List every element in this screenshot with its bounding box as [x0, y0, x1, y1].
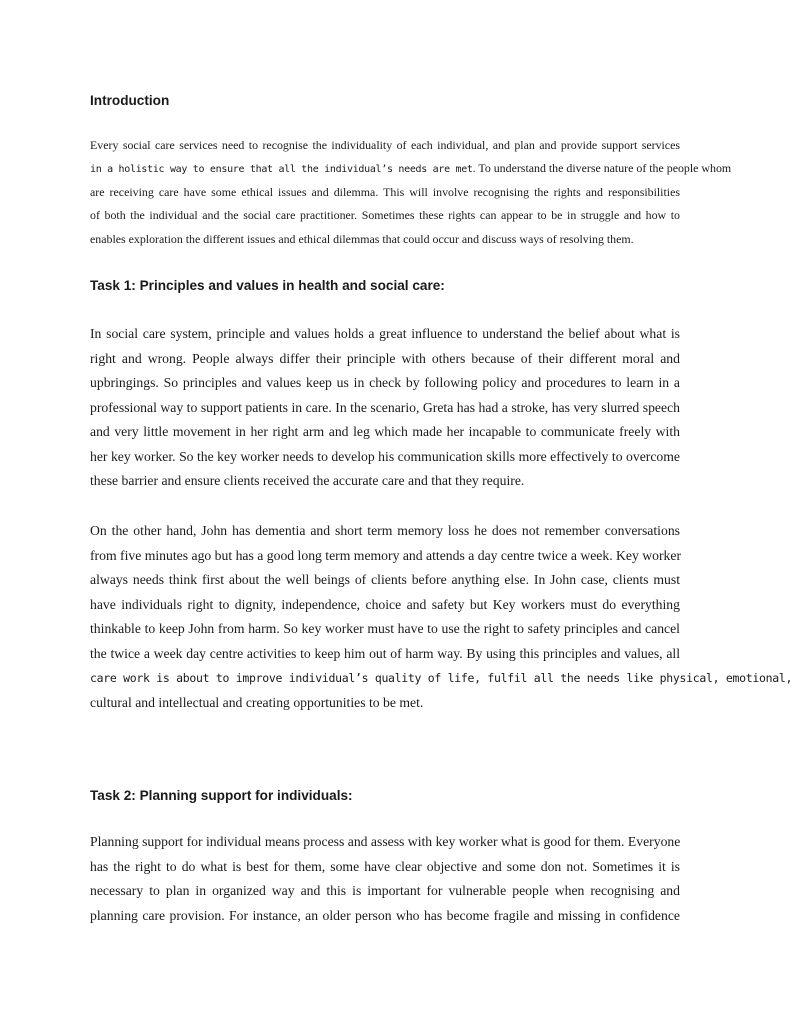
text-line: and very little movement in her right arm and leg which made her incapable to communicate freely with: [90, 424, 680, 439]
section-heading-task-2: Task 2: Planning support for individuals:: [90, 788, 353, 803]
text-line: are receiving care have some ethical issues and dilemma. This will involve recognising the rights and responsibilities: [90, 184, 680, 199]
text-line: these barrier and ensure clients received the accurate care and that they require.: [90, 473, 525, 488]
text-line: her key worker. So the key worker needs to develop his communication skills more effectively to overcome: [90, 448, 680, 464]
text-line: cultural and intellectual and creating opportunities to be met.: [90, 694, 424, 710]
text-line: have individuals right to dignity, independence, choice and safety but Key workers must do everything: [90, 596, 680, 612]
paragraph-introduction: [90, 134, 732, 251]
section-heading-task-1: Task 1: Principles and values in health and social care:: [90, 278, 445, 293]
text-line: enables exploration the different issues and ethical dilemmas that could occur and discuss ways of resolving them.: [90, 231, 634, 246]
text-line: has the right to do what is best for them, some have clear objective and some don not. Sometimes it is: [90, 858, 680, 874]
text-line: always needs think first about the well beings of clients before anything else. In John case, clients must: [90, 572, 680, 587]
text-line: right and wrong. People always differ their principle with others because of their different moral and: [90, 350, 680, 366]
text-line: [90, 666, 792, 691]
text-line: Every social care services need to recognise the individuality of each individual, and plan and provide support services: [90, 138, 680, 152]
text-line: upbringings. So principles and values keep us in check by following policy and procedures to learn in a: [90, 375, 680, 390]
text-line: On the other hand, John has dementia and short term memory loss he does not remember conversations: [90, 523, 680, 538]
text-run-alt-font: in a holistic way to ensure that all the individual’s needs are met: [90, 164, 473, 176]
paragraph-task-2: [90, 830, 680, 928]
section-heading-introduction: Introduction: [90, 93, 170, 108]
text-line: necessary to plan in organized way and this is important for vulnerable people when recognising and: [90, 883, 680, 898]
paragraph-task-1-a: [90, 322, 680, 494]
text-line: the twice a week day centre activities to keep him out of harm way. By using this principles and values, all: [90, 645, 680, 661]
text-line: thinkable to keep John from harm. So key worker must have to use the right to safety principles and cancel: [90, 621, 680, 636]
text-run: . To understand the diverse nature of the people whom: [472, 161, 732, 176]
text-line: from five minutes ago but has a good long term memory and attends a day centre twice a week. Key worker: [90, 547, 682, 563]
text-line: Planning support for individual means process and assess with key worker what is good for them. Everyone: [90, 834, 681, 849]
text-line: of both the individual and the social care practitioner. Sometimes these rights can appear to be in struggle and how to: [90, 208, 680, 223]
text-line: [90, 157, 732, 180]
text-line: planning care provision. For instance, an older person who has become fragile and missing in confidence: [90, 907, 680, 923]
text-run-alt-font: care work is about to improve individual’s quality of life, fulfil all the needs like physical, emotional,: [90, 671, 792, 685]
paragraph-task-1-b: [90, 519, 792, 715]
text-line: professional way to support patients in care. In the scenario, Greta has had a stroke, has very slurred speech: [90, 399, 680, 415]
text-line: In social care system, principle and values holds a great influence to understand the belief about what is: [90, 326, 680, 341]
